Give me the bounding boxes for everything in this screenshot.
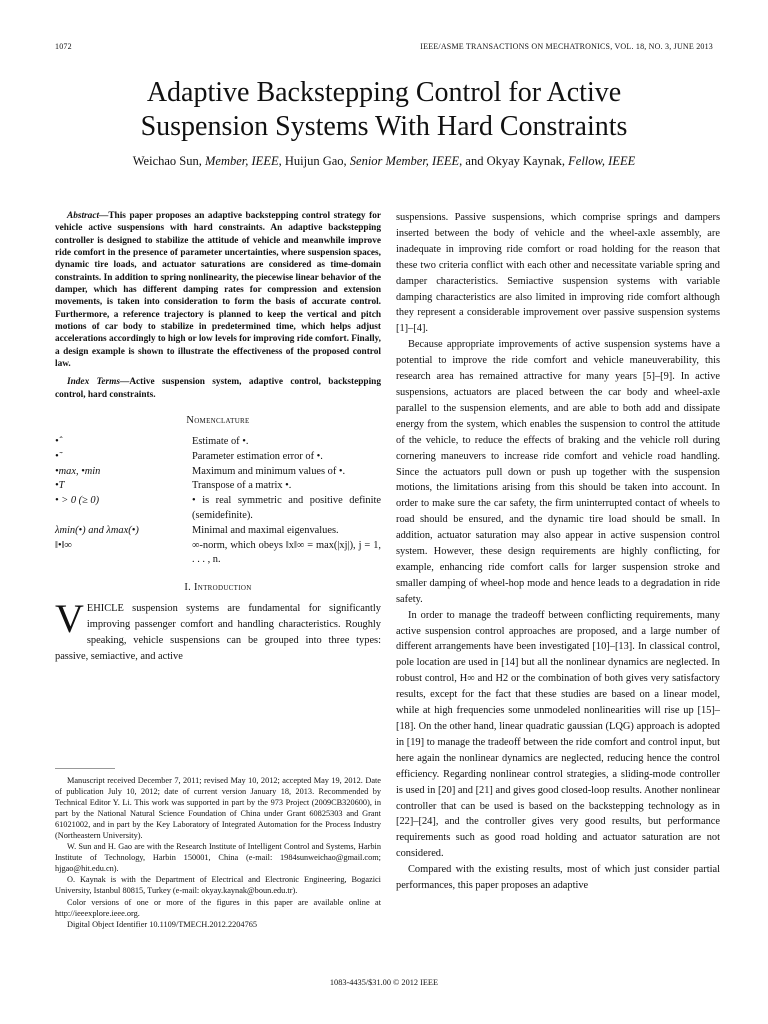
nomenclature-row xyxy=(55,524,381,539)
introduction-text: EHICLE suspension systems are fundamental for significantly improving passenger comfort and handling characteristics. Roughly speaking, vehicle suspensions can be grouped into three types: passive, semiactive, and active xyxy=(55,603,381,662)
nomenclature-desc: Estimate of •. xyxy=(192,436,249,448)
nomenclature-row xyxy=(55,435,381,450)
nomenclature-heading: Nomenclature xyxy=(186,415,250,427)
journal-header: IEEE/ASME TRANSACTIONS ON MECHATRONICS, VOL. 18, NO. 3, JUNE 2013 xyxy=(420,42,713,51)
page-number: 1072 xyxy=(55,42,72,51)
paper-title xyxy=(0,76,768,144)
author-1-membership: Member, IEEE xyxy=(205,154,279,168)
nomenclature-row xyxy=(55,450,381,465)
title-line-2: Suspension Systems With Hard Constraints xyxy=(140,111,628,142)
author-3: , and Okyay Kaynak, xyxy=(459,154,569,168)
footnote-color: Color versions of one or more of the figures in this paper are available online at http://ieeexplore.ieee.org. xyxy=(55,897,381,918)
nomenclature-symbol: •max, •min xyxy=(55,465,101,477)
nomenclature-row xyxy=(55,465,381,480)
author-3-membership: Fellow, IEEE xyxy=(568,154,636,168)
left-column xyxy=(55,210,381,665)
nomenclature-symbol: •̂ xyxy=(55,436,59,448)
footnote-rule xyxy=(55,768,115,769)
footnote-affiliation-2: O. Kaynak is with the Department of Electrical and Electronic Engineering, Bogazici University, Istanbul 80815, Turkey (e-mail: okyay.kaynak@boun.edu.tr). xyxy=(55,875,381,896)
footnote-affiliation-1: W. Sun and H. Gao are with the Research Institute of Intelligent Control and Systems, Harbin Institute of Technology, Harbin 150001, China (e-mail: 1984sunweichao@gmail.com; hjgao@hit.edu.cn). xyxy=(55,842,381,874)
title-line-1: Adaptive Backstepping Control for Active xyxy=(146,77,622,108)
nomenclature-desc: Parameter estimation error of •. xyxy=(192,450,323,462)
body-paragraph: Because appropriate improvements of active suspension systems have a potential to improve the ride comfort and vehicle maneuverability, this research area has remained attractive for many years [5]–[9]. In active suspensions, actuators are placed between the car body and wheel-axle parallel to the suspension elements, and are able to both add and dissipate energy from the system, which enables the suspension to control the attitude of the vehicle, to reduce the effects of braking and the vehicle roll during cornering maneuvers to increase ride comfort and vehicle road handling. Since the actuators pull down or push up together with the suspension motions, the limitations arising from this should be taken into account. In order to make sure the car safety, the firm uninterrupted contact of wheels to road should be ensured, and the dynamic tire load should be small. In addition, actuator saturation may also appear in active suspension control system. However, these design requirements are highly conflicting, for example, enhancing ride comfort calls for larger suspension stroke and smaller damping of wheel-hop mode and hence leads to a degradation in ride safety. xyxy=(396,339,720,605)
nomenclature-desc: Minimal and maximal eigenvalues. xyxy=(192,524,339,536)
nomenclature-row xyxy=(55,479,381,494)
footnotes xyxy=(55,775,381,930)
footnote-manuscript: Manuscript received December 7, 2011; revised May 10, 2012; accepted May 19, 2012. Date of publication July 10, 2012; date of current version January 18, 2013. Recommended by Technical Editor Y. Li. This work was supported in part by the 973 Project (2009CB320600), in part by the National Natural Science Foundation of China under Grant 60825303 and Grant 61021002, and in part by the Key Laboratory of Integrated Automation for the Process Industry (Northeastern University). xyxy=(55,776,381,841)
author-2: , Huijun Gao, xyxy=(278,154,350,168)
introduction-heading: I. Introduction xyxy=(184,582,252,594)
nomenclature-symbol: • > 0 (≥ 0) xyxy=(55,495,100,507)
nomenclature-row xyxy=(55,494,381,524)
nomenclature-desc: ∞-norm, which obeys ‖x‖∞ = max(|xj|), j = 1, . . . , n. xyxy=(192,539,381,566)
abstract xyxy=(55,210,381,370)
nomenclature-row xyxy=(55,539,381,569)
nomenclature-symbol: •̃ xyxy=(55,450,59,462)
abstract-lead: Abstract xyxy=(67,211,100,221)
nomenclature-table xyxy=(55,435,381,568)
author-line xyxy=(0,154,768,169)
body-paragraph: suspensions. Passive suspensions, which comprise springs and dampers inserted between the body of vehicle and the wheel-axle assembly, are inadequate in improving ride comfort or road holding for the reason that these two criteria conflict with each other and necessitate variable spring and damper characteristics. Semiactive suspension systems with variable damping characteristics are also limited in improving ride comfort although they represent a considerable improvement over passive suspension systems [1]–[4]. xyxy=(396,212,720,335)
nomenclature-desc: Maximum and minimum values of •. xyxy=(192,465,346,477)
index-terms-text: —Active suspension system, adaptive control, backstepping control, hard constraints. xyxy=(55,377,381,400)
drop-cap: V xyxy=(55,596,84,642)
footnote-doi: Digital Object Identifier 10.1109/TMECH.2012.2204765 xyxy=(67,919,258,929)
nomenclature-section xyxy=(55,413,381,568)
introduction-paragraph xyxy=(55,596,381,665)
nomenclature-symbol: •T xyxy=(55,480,65,492)
index-terms xyxy=(55,376,381,401)
nomenclature-symbol: λmin(•) and λmax(•) xyxy=(55,524,139,536)
right-column xyxy=(396,210,720,894)
nomenclature-symbol: ‖•‖∞ xyxy=(55,539,72,551)
author-2-membership: Senior Member, IEEE xyxy=(349,154,460,168)
nomenclature-desc: • is real symmetric and positive definite (semidefinite). xyxy=(192,495,381,522)
index-terms-lead: Index Terms xyxy=(67,377,121,388)
copyright-footer: 1083-4435/$31.00 © 2012 IEEE xyxy=(329,978,439,987)
nomenclature-desc: Transpose of a matrix •. xyxy=(192,480,292,492)
abstract-text: —This paper proposes an adaptive backstepping control strategy for vehicle active suspensions with hard constraints. An adaptive backstepping controller is designed to stabilize the attitude of vehicle and meanwhile improve ride comfort in the presence of parameter uncertainties, where suspension spaces, dynamic tire loads, and actuator saturations are considered as time-domain constraints. In addition to spring nonlinearity, the piecewise linear behavior of the damper, which has different damping rates for compression and extension movements, is taken into consideration to form the basis of accurate control. Furthermore, a reference trajectory is planned to keep the vertical and pitch motions of car body to stabilize in predetermined time, which helps adjust accelerations accordingly to high or low levels for improving ride comfort. Finally, a design example is shown to illustrate the effectiveness of the proposed control law. xyxy=(55,211,381,370)
body-paragraph: Compared with the existing results, most of which just consider partial performances, this paper proposes an adaptive xyxy=(396,864,720,892)
body-paragraph: In order to manage the tradeoff between conflicting requirements, many active suspension control approaches are proposed, and a large number of different arrangements have been investigated [10]–[13]. In classical control, pole location are used in [14] but all the nonlinear dynamics are neglected. In robust control, H∞ and H2 or the combination of both gives very satisfactory results, except for the fact that these studies are based on a linear model, while at high frequencies some unmodeled nonlinearities will rise up [15]–[18]. On the other hand, linear quadratic gaussian (LQG) approach is adopted in [19] to manage the tradeoff between the ride comfort and control input, but here again the nonlinear dynamics are neglected, reducing hence the control efficiency. Regarding nonlinear control strategies, a sliding-mode controller is used in [20] and [21] and gives good closed-loop results. Another nonlinear controller that can be used is based on the backstepping technology as in [22]–[24], and the controller gives very good results, but performance requirements such as good road holding and actuator saturation are not considered. xyxy=(396,609,720,860)
author-1: Weichao Sun, xyxy=(132,154,205,168)
